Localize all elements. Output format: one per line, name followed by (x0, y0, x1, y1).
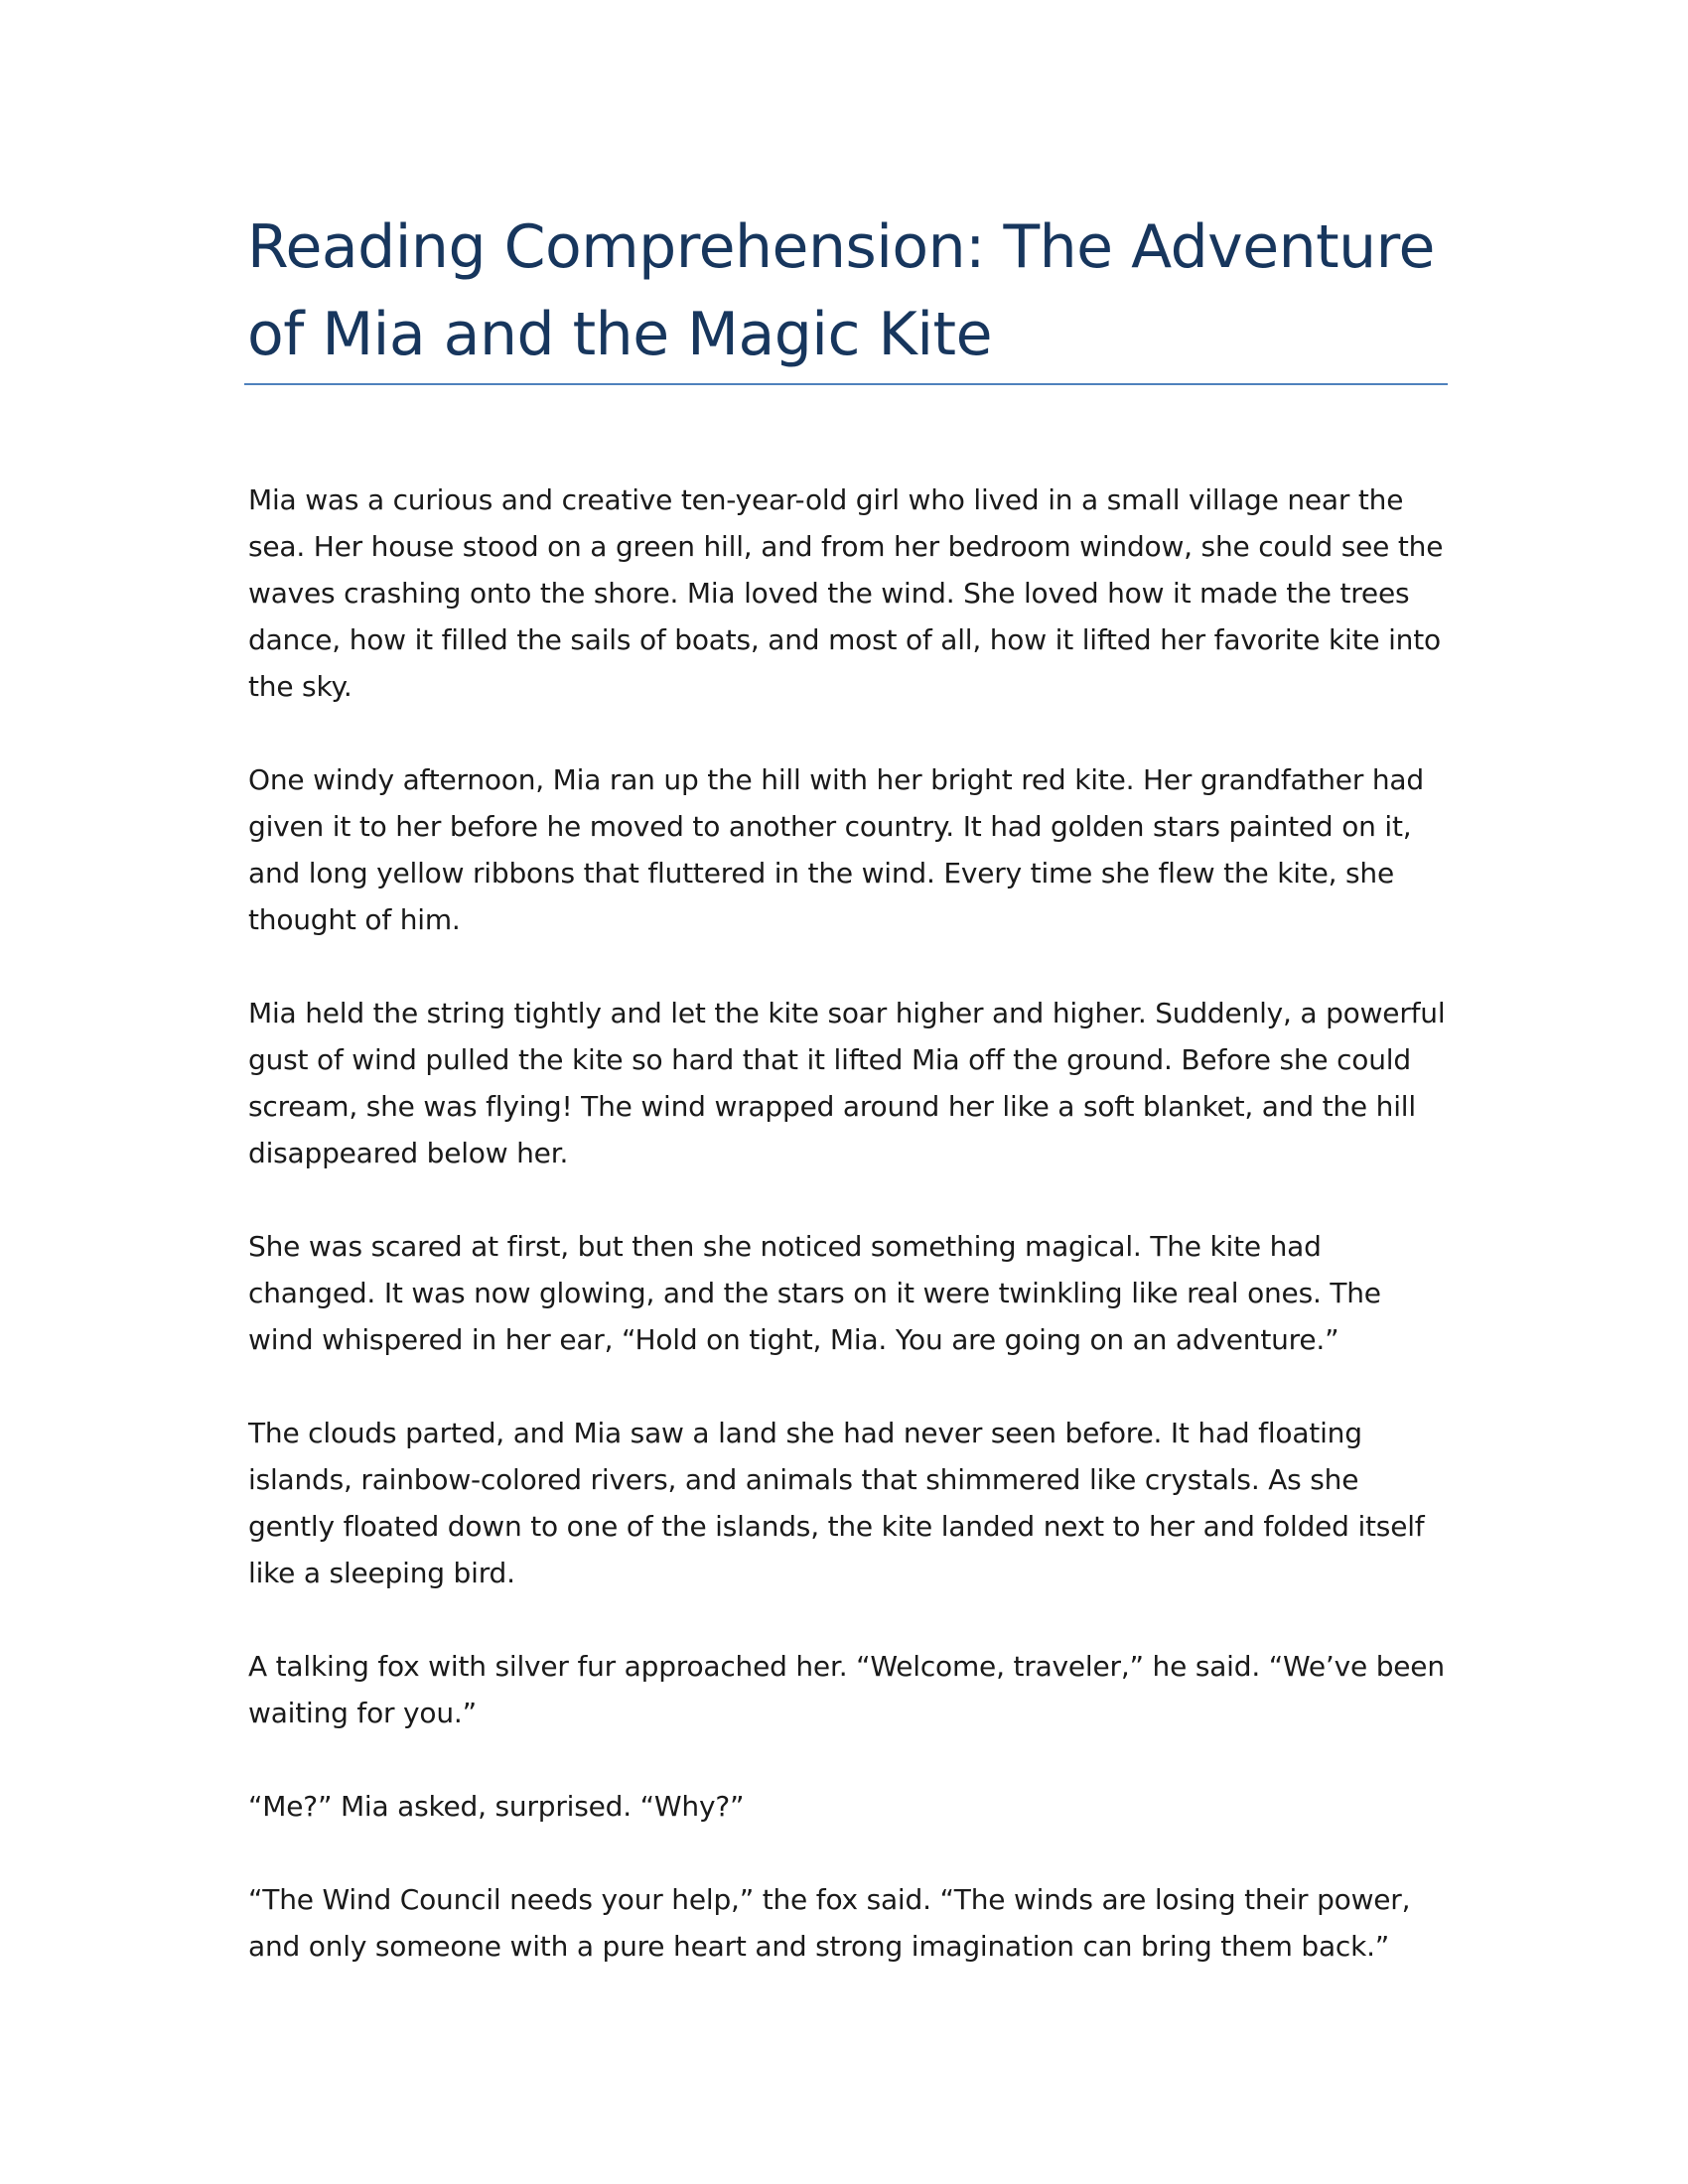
story-paragraph: “Me?” Mia asked, surprised. “Why?” (248, 1790, 745, 1823)
story-body (248, 477, 1450, 2016)
story-paragraph: A talking fox with silver fur approached her. “Welcome, traveler,” he said. “We’ve been waiting for you.” (248, 1650, 1445, 1729)
story-paragraph: “The Wind Council needs your help,” the fox said. “The winds are losing their power, and only someone with a pure heart and strong imagination can bring them back.” (248, 1883, 1411, 1963)
title-block (247, 204, 1447, 378)
story-paragraph: One windy afternoon, Mia ran up the hill with her bright red kite. Her grandfather had given it to her before he moved to another country. It had golden stars painted on it, and long yellow ribbons that fluttered in the wind. Every time she flew the kite, she thought of him. (248, 763, 1424, 936)
document-title: Reading Comprehension: The Adventure of Mia and the Magic Kite (247, 212, 1435, 369)
story-paragraph: Mia was a curious and creative ten-year-old girl who lived in a small village near the sea. Her house stood on a green hill, and from her bedroom window, she could see the waves crashing onto the shore. Mia loved the wind. She loved how it made the trees dance, how it filled the sails of boats, and most of all, how it lifted her favorite kite into the sky. (248, 483, 1444, 703)
story-paragraph: The clouds parted, and Mia saw a land she had never seen before. It had floating islands, rainbow-colored rivers, and animals that shimmered like crystals. As she gently floated down to one of the islands, the kite landed next to her and folded itself like a sleeping bird. (248, 1417, 1425, 1589)
story-paragraph: Mia held the string tightly and let the kite soar higher and higher. Suddenly, a powerful gust of wind pulled the kite so hard that it lifted Mia off the ground. Before she could scream, she was flying! The wind wrapped around her like a soft blanket, and the hill disappeared below her. (248, 997, 1446, 1169)
story-paragraph: She was scared at first, but then she noticed something magical. The kite had changed. It was now glowing, and the stars on it were twinkling like real ones. The wind whispered in her ear, “Hold on tight, Mia. You are going on an adventure.” (248, 1230, 1381, 1356)
title-underline-divider (244, 383, 1448, 385)
